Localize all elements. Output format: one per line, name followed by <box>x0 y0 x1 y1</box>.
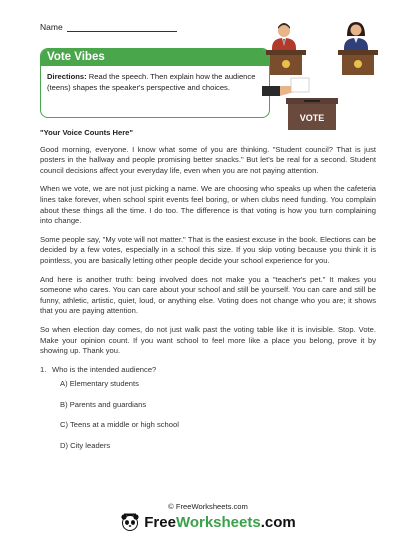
female-candidate-icon <box>344 22 368 52</box>
speech-paragraph: Good morning, everyone. I know what some of you are thinking. "Student council? That is just posters in the hallway and people promising better snacks." But let's be real for a second. Student council decisions affect your everyday life, even when you are not paying attention. <box>40 144 376 175</box>
title-bar <box>41 49 269 66</box>
directions-text: Read the speech. Then explain how the audience (teens) shapes the speaker's perspective and choices. <box>47 72 256 92</box>
directions-label: Directions: <box>47 72 87 81</box>
left-podium-icon <box>266 50 306 75</box>
name-field[interactable] <box>40 22 177 32</box>
svg-text:VOTE: VOTE <box>299 113 325 123</box>
footer-url[interactable]: © FreeWorksheets.com <box>168 502 248 511</box>
question-1 <box>40 365 376 452</box>
answer-option-b[interactable]: B) Parents and guardians <box>60 399 147 409</box>
question-text: Who is the intended audience? <box>52 364 157 374</box>
brand-wordmark: FreeWorksheets.com <box>144 513 296 531</box>
election-illustration <box>258 16 388 136</box>
speech-paragraph: Some people say, "My vote will not matter." That is the easiest excuse in the book. Elections can be decided by a few votes, especially in a school this size. If you skip voting because you think it is pointless, you are basically letting other people decide your school experience for you. <box>40 234 376 265</box>
directions <box>41 66 269 93</box>
hand-with-ballot-icon <box>262 78 309 96</box>
right-podium-icon <box>338 50 378 75</box>
answer-options <box>60 379 376 451</box>
name-label: Name <box>40 22 63 32</box>
answer-option-a[interactable]: A) Elementary students <box>60 379 139 389</box>
ballot-box-icon <box>286 98 338 130</box>
answer-option-c[interactable]: C) Teens at a middle or high school <box>60 420 179 430</box>
answer-option-d[interactable]: D) City leaders <box>60 441 111 451</box>
worksheet-content <box>40 128 376 462</box>
question-number: 1. <box>40 364 47 374</box>
speech-paragraph: When we vote, we are not just picking a name. We are choosing who speaks up when the cafeteria lines take forever, when school spirit events feel boring, or when clubs need funding. You complain about these things all the time. I do too. The difference is that voting is how you turn complaining into change. <box>40 184 376 226</box>
speech-paragraph: And here is another truth: being involved does not make you a "teacher's pet." It makes you someone who cares. You can care about your school and still be yourself. You can care and still be funny, athletic, artistic, quiet, loud, or anything else. Voting does not change who you are; it shows that you are paying attention. <box>40 274 376 316</box>
directions-box <box>40 48 270 118</box>
worksheet-title: Vote Vibes <box>47 51 105 63</box>
male-candidate-icon <box>272 23 296 52</box>
speech-title: "Your Voice Counts Here" <box>40 128 133 137</box>
name-line[interactable] <box>67 22 177 32</box>
panda-logo-icon <box>120 513 140 531</box>
speech-paragraph: So when election day comes, do not just walk past the voting table like it is invisible. Stop. Vote. Make your opinion count. If you want school to feel more like a place you belong, prove it by showing up. Thank you. <box>40 324 376 356</box>
footer-brand <box>0 513 416 531</box>
